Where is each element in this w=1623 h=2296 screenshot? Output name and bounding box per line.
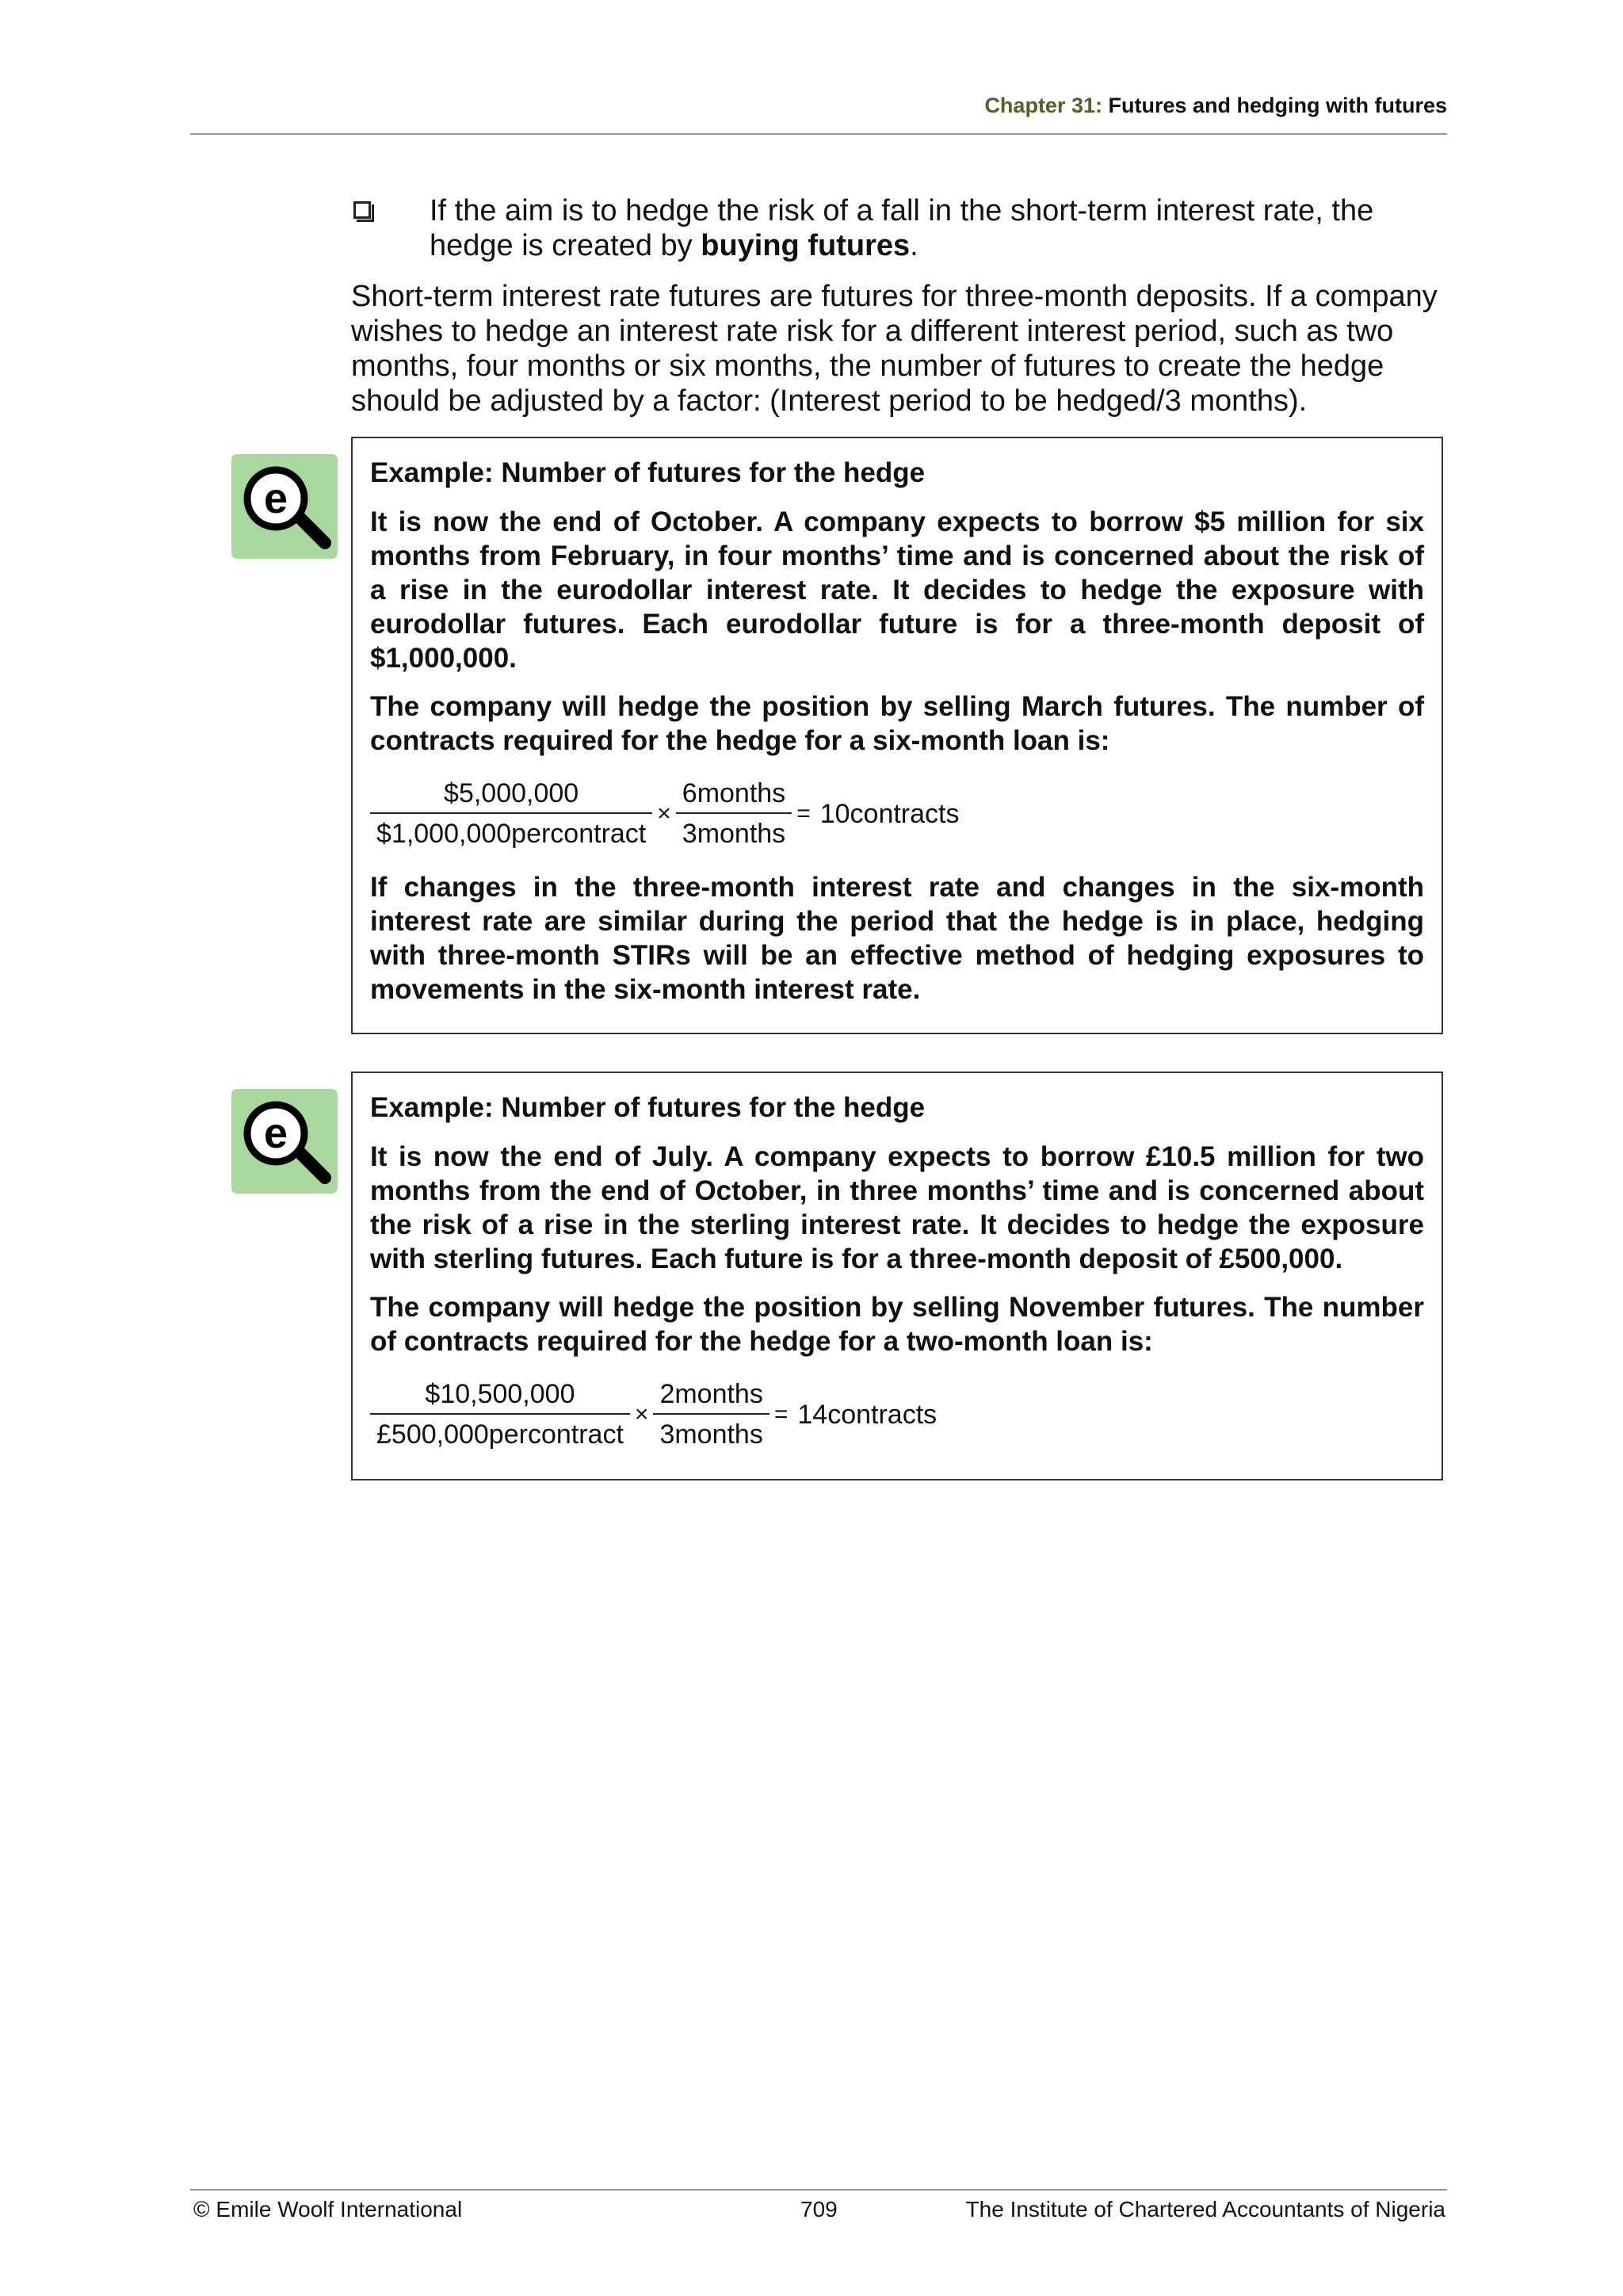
example-box-2 bbox=[351, 1072, 1443, 1480]
formula-result: 10contracts bbox=[819, 798, 960, 829]
times-sign: × bbox=[657, 800, 671, 827]
bullet-bold-text: buying futures bbox=[701, 229, 911, 262]
example-title: Example: Number of futures for the hedge bbox=[370, 457, 926, 488]
formula bbox=[370, 1379, 1424, 1450]
fraction bbox=[676, 778, 792, 850]
chapter-label: Chapter 31: bbox=[984, 94, 1102, 117]
fraction bbox=[370, 778, 652, 850]
example-magnifier-icon bbox=[231, 1089, 338, 1194]
example-paragraph: If changes in the three-month interest rate and changes in the six-month interest rate are similar during the period that the hedge is in place, hedging with three-month STIRs will be an effective method of hedging exposures to movements in the six-month interest rate. bbox=[370, 872, 1424, 1005]
footer-publisher: The Institute of Chartered Accountants of Nigeria bbox=[965, 2197, 1445, 2222]
denominator: £500,000percontract bbox=[376, 1419, 624, 1450]
svg-text:e: e bbox=[263, 475, 288, 522]
running-header bbox=[190, 94, 1447, 118]
numerator: 2months bbox=[653, 1379, 769, 1415]
times-sign: × bbox=[634, 1401, 649, 1427]
numerator: $10,500,000 bbox=[370, 1379, 630, 1415]
checkbox-bullet-icon bbox=[353, 201, 371, 219]
header-divider bbox=[190, 133, 1447, 135]
example-paragraph: The company will hedge the position by selling March futures. The number of contracts required for the hedge for a six-month loan is: bbox=[370, 691, 1424, 756]
example-paragraph: The company will hedge the position by selling November futures. The number of contracts required for the hedge for a two-month loan is: bbox=[370, 1292, 1424, 1357]
footer-copyright: © Emile Woolf International bbox=[193, 2197, 463, 2222]
equals-sign: = bbox=[773, 1401, 789, 1427]
example-paragraph: It is now the end of October. A company expects to borrow $5 million for six months from February, in four months’ time and is concerned about the risk of a rise in the eurodollar interest rate. It decides to hedge the exposure with eurodollar futures. Each eurodollar future is for a three-month deposit of $1,000,000. bbox=[370, 506, 1424, 674]
example-magnifier-icon bbox=[231, 454, 338, 559]
chapter-title: Futures and hedging with futures bbox=[1108, 94, 1447, 117]
example-box-1 bbox=[351, 437, 1443, 1034]
page-number: 709 bbox=[800, 2197, 838, 2222]
denominator: $1,000,000percontract bbox=[376, 819, 647, 849]
denominator: 3months bbox=[682, 819, 786, 849]
svg-text:e: e bbox=[263, 1110, 288, 1157]
example-title: Example: Number of futures for the hedge bbox=[370, 1092, 926, 1123]
body-paragraph: Short-term interest rate futures are futures for three-month deposits. If a company wishes to hedge an interest rate risk for a different interest period, such as two months, four months or six months, the number of futures to create the hedge should be adjusted by a factor: (Interest period to be hedged/3 months). bbox=[351, 280, 1438, 418]
numerator: $5,000,000 bbox=[370, 778, 652, 814]
fraction bbox=[370, 1379, 630, 1450]
formula-result: 14contracts bbox=[797, 1399, 938, 1430]
bullet-text-end: . bbox=[910, 229, 918, 262]
formula bbox=[370, 778, 1424, 850]
bullet-item bbox=[430, 193, 1444, 263]
denominator: 3months bbox=[659, 1419, 763, 1450]
footer-divider bbox=[190, 2189, 1447, 2191]
numerator: 6months bbox=[676, 778, 792, 814]
bullet-text: If the aim is to hedge the risk of a fall in the short-term interest rate, the hedge is created by bbox=[430, 194, 1374, 262]
equals-sign: = bbox=[796, 800, 811, 827]
example-paragraph: It is now the end of July. A company expects to borrow £10.5 million for two months from the end of October, in three months’ time and is concerned about the risk of a rise in the sterling interest rate. It decides to hedge the exposure with sterling futures. Each future is for a three-month deposit of £500,000. bbox=[370, 1141, 1424, 1274]
fraction bbox=[653, 1379, 769, 1450]
